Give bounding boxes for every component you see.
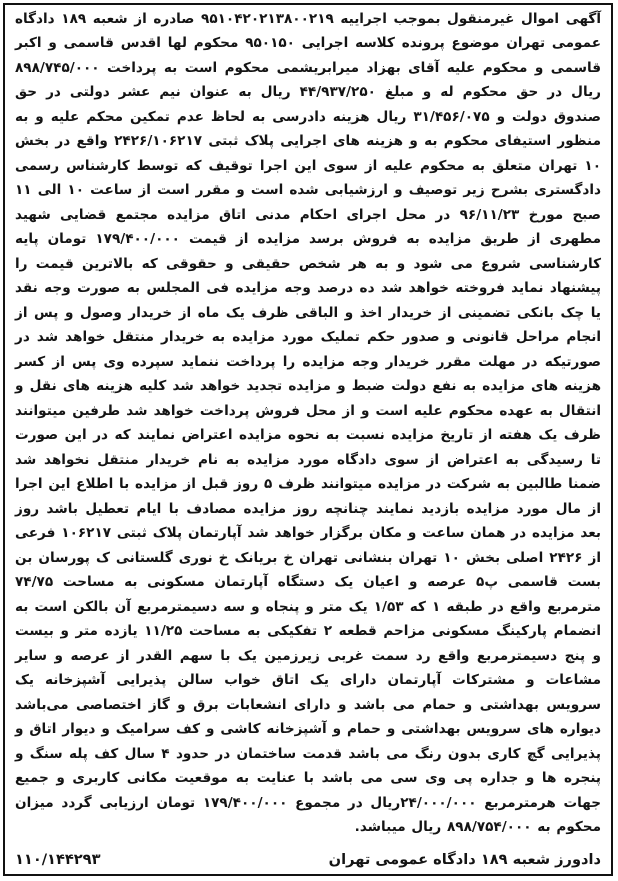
- footer-signature: دادورز شعبه ۱۸۹ دادگاه عمومی تهران: [328, 850, 601, 868]
- notice-footer: [15, 848, 601, 870]
- footer-code: ۱۱۰/۱۴۴۲۹۳: [15, 850, 101, 868]
- legal-notice: [3, 3, 613, 876]
- notice-body-text: آگهی اموال غیرمنقول بموجب اجراییه ۹۵۱۰۴۲۰۲۱۳۸۰۰۲۱۹ صادره از شعبه ۱۸۹ دادگاه عمومی تهران موضوع پرونده کلاسه اجرایی ۹۵۰۱۵۰ محکوم لها اقدس قاسمی و اکبر قاسمی و محکوم علیه آقای بهزاد میرابریشمی محکوم است به پرداخت ۸۹۸/۷۴۵/۰۰۰ ریال در حق محکوم له و مبلغ ۴۴/۹۳۷/۲۵۰ ریال به عنوان نیم عشر دولتی در حق صندوق دولت و ۳۱/۴۵۶/۰۷۵ ریال هزینه دادرسی به لحاظ عدم تمکین محکم علیه و به منظور استیفای محکوم به و هزینه های اجرایی پلاک ثبتی ۲۴۲۶/۱۰۶۲۱۷ واقع در بخش ۱۰ تهران متعلق به محکوم علیه از سوی این اجرا توقیف که توسط کارشناس رسمی دادگستری بشرح زیر توصیف و ارزشیابی شده است و مقرر است از ساعت ۱۰ الی ۱۱ صبح مورخ ۹۶/۱۱/۲۳ در محل اجرای احکام مدنی اتاق مزایده مجتمع قضایی شهید مطهری از طریق مزایده به فروش برسد مزایده از قیمت ۱۷۹/۴۰۰/۰۰۰ تومان پایه کارشناسی شروع می شود و به هر شخص حقیقی و حقوقی که بالاترین قیمت را پیشنهاد نماید فروخته خواهد شد ده درصد وجه مزایده فی المجلس به صورت وجه نقد یا چک بانکی تضمینی از خریدار اخذ و الباقی ظرف یک ماه از خریدار وصول و پس از انجام مراحل قانونی و صدور حکم تملیک مورد مزایده به خریدار منتقل خواهد شد در صورتیکه در مهلت مقرر خریدار وجه مزایده را پرداخت ننماید سپرده وی پس از کسر هزینه های مزایده به نفع دولت ضبط و مزایده تجدید خواهد شد کلیه هزینه های نقل و انتقال به عهده محکوم علیه است و از محل فروش پرداخت خواهد شد طرفین میتوانند ظرف یک هفته از تاریخ مزایده نسبت به نحوه مزایده اعتراض نمایند که در این صورت تا رسیدگی به اعتراض از سوی دادگاه مورد مزایده به نام خریدار منتقل نخواهد شد ضمنا طالبین به شرکت در مزایده میتوانند ظرف ۵ روز قبل از مزایده با اطلاع این اجرا از مال مورد مزایده بازدید نمایند چنانچه روز مزایده مصادف با ایام تعطیل باشد روز بعد مزایده در همان ساعت و مکان برگزار خواهد شد آپارتمان پلاک ثبتی ۱۰۶۲۱۷ فرعی از ۲۴۲۶ اصلی بخش ۱۰ تهران بنشانی تهران خ بریانک خ نوری گلستانی ک پورسان بن بست قاسمی پ۵ عرصه و اعیان یک دستگاه آپارتمان مسکونی به مساحت ۷۴/۷۵ مترمربع واقع در طبقه ۱ که ۱/۵۳ یک متر و پنجاه و سه دسیمترمربع آن بالکن است به انضمام پارکینگ مسکونی مزاحم قطعه ۲ تفکیکی به مساحت ۱۱/۲۵ یازده متر و بیست و پنج دسیمترمربع واقع رد سمت غربی زیرزمین یک با سهم القدر از عرصه و سایر مشاعات و مشترکات آپارتمان دارای یک اتاق خواب سالن پذیرایی آشپزخانه یک سرویس بهداشتی و حمام می باشد و دارای انشعابات برق و گاز اختصاصی می‌باشد دیواره های سرویس بهداشتی و حمام و آشپزخانه کاشی و کف سرامیک و دیوار اتاق و پذیرایی گچ کاری بدون رنگ می باشد قدمت ساختمان در حدود ۴ سال کف پله سنگ و پنجره ها و جداره پی وی سی می باشد با عنایت به موقعیت مکانی کاربری و جمیع جهات هرمترمربع ۲۴/۰۰۰/۰۰۰ریال در مجموع ۱۷۹/۴۰۰/۰۰۰ تومان ارزیابی گردد میزان محکوم به ۸۹۸/۷۵۴/۰۰۰ ریال میباشد.: [15, 11, 602, 835]
